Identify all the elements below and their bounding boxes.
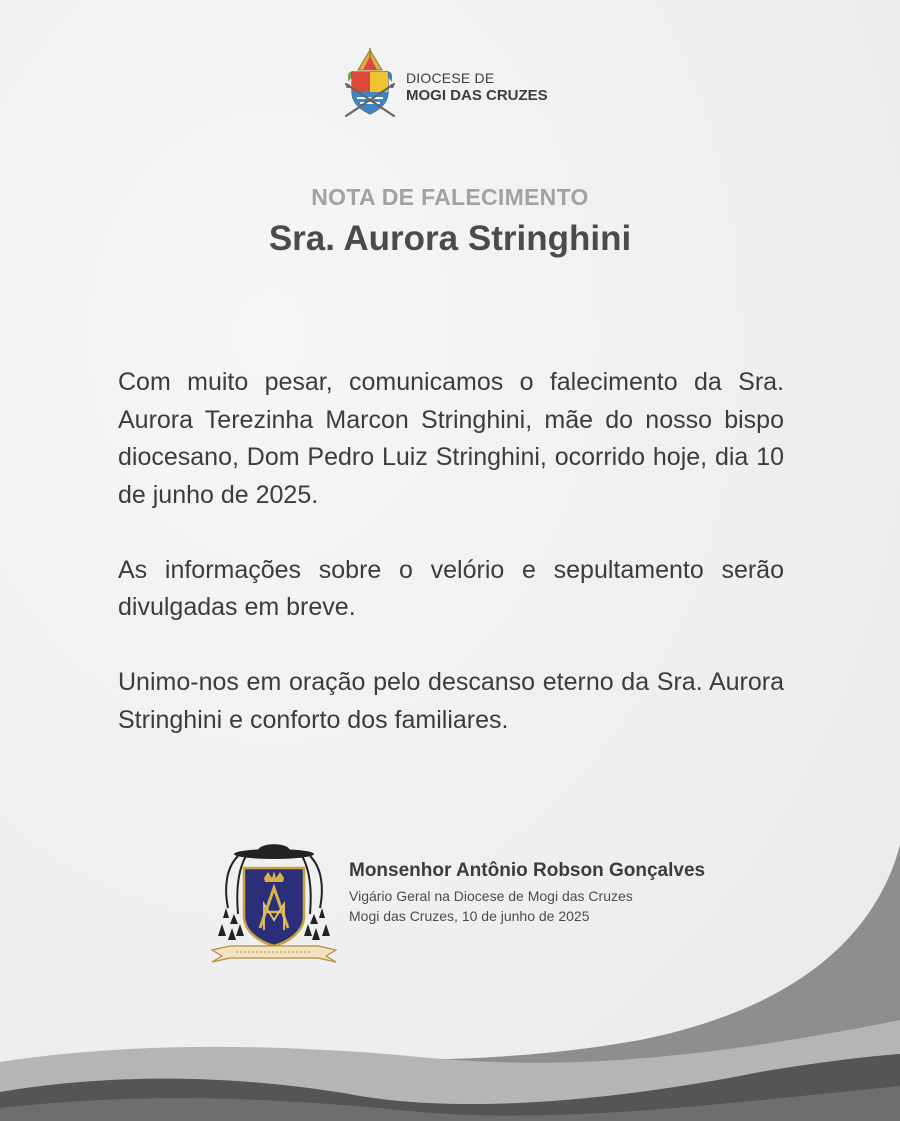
signature-place-date: Mogi das Cruzes, 10 de junho de 2025 — [349, 908, 590, 924]
notice-paragraph: Com muito pesar, comunicamos o falecimento da Sra. Aurora Terezinha Marcon Stringhini, mãe do nosso bispo diocesano, Dom Pedro Luiz Stringhini, ocorrido hoje, dia 10 de junho de 2025. — [118, 368, 784, 509]
diocese-coat-of-arms-icon — [340, 46, 400, 120]
signatory-name: Monsenhor Antônio Robson Gonçalves — [349, 860, 706, 881]
notice-title: Sra. Aurora Stringhini — [268, 219, 632, 258]
diocese-name-line2: MOGI DAS CRUZES — [406, 87, 548, 104]
notice-kicker: NOTA DE FALECIMENTO — [311, 184, 589, 210]
diocese-name — [406, 70, 548, 105]
diocese-name-line1: DIOCESE DE — [406, 70, 495, 86]
signatory-role: Vigário Geral na Diocese de Mogi das Cruzes — [349, 888, 633, 904]
diocese-brand — [340, 46, 580, 122]
notice-paragraph: As informações sobre o velório e sepultamento serão divulgadas em breve. — [118, 555, 784, 621]
ecclesiastical-coat-of-arms-icon — [208, 838, 340, 970]
signature-block — [349, 858, 709, 926]
notice-body — [118, 364, 784, 777]
notice-paragraph: Unimo-nos em oração pelo descanso eterno da Sra. Aurora Stringhini e conforto dos familiares. — [118, 668, 784, 734]
